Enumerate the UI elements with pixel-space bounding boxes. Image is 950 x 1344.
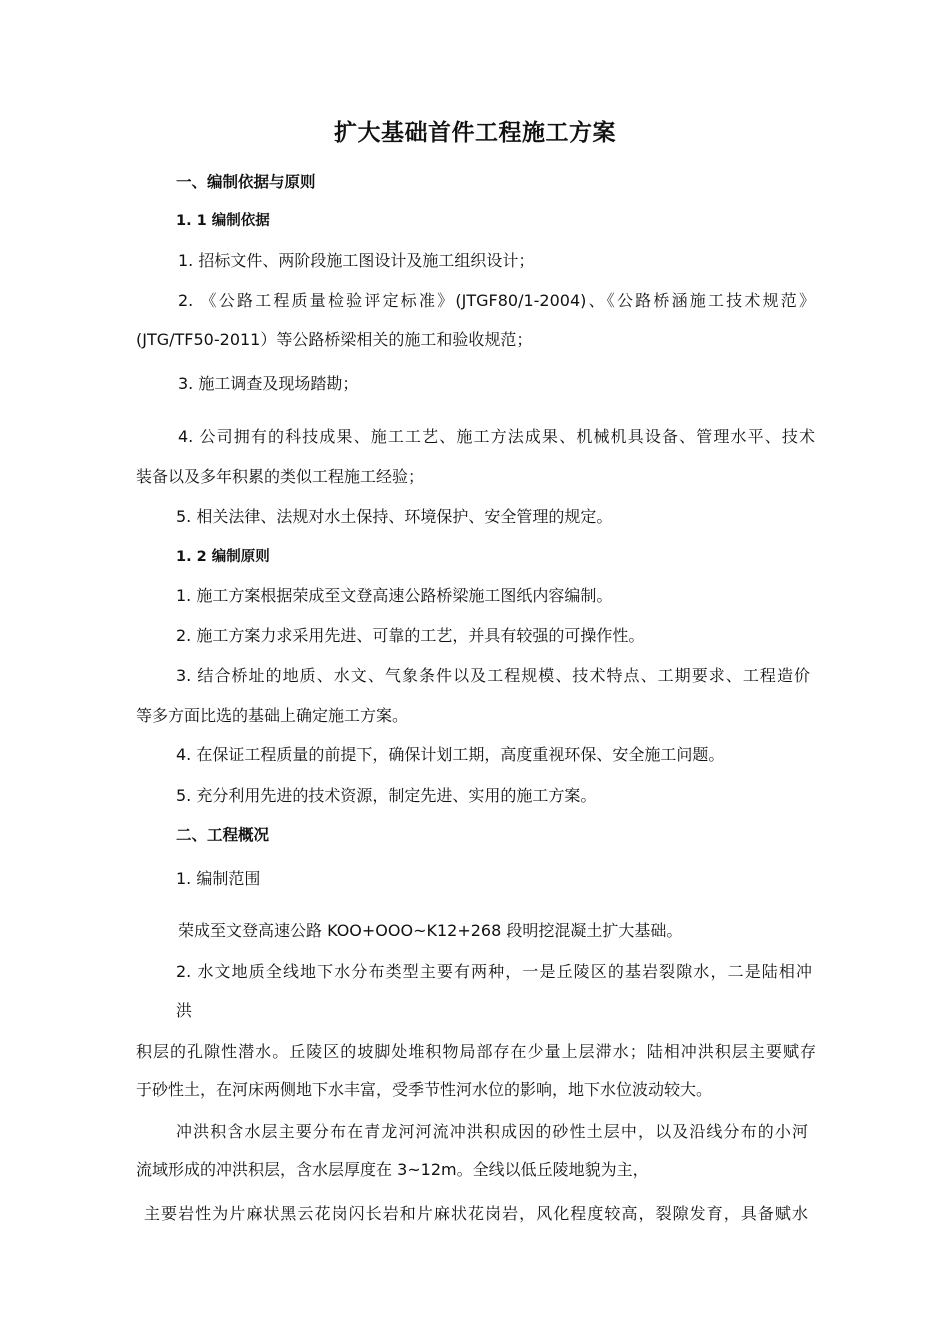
aquifer-paragraph-line1: 冲洪积含水层主要分布在青龙河河流冲洪积成因的砂性土层中，以及沿线分布的小河	[176, 1122, 808, 1141]
principle-item-1: 1. 施工方案根据荣成至文登高速公路桥梁施工图纸内容编制。	[176, 586, 613, 605]
principle-item-3-line2: 等多方面比选的基础上确定施工方案。	[136, 706, 409, 725]
aquifer-paragraph-line2: 流域形成的冲洪积层，含水层厚度在 3~12m。全线以低丘陵地貌为主，	[136, 1160, 649, 1179]
scope-text: 荣成至文登高速公路 KOO+OOO~K12+268 段明挖混凝土扩大基础。	[178, 921, 683, 940]
basis-item-3: 3. 施工调查及现场踏勘；	[178, 374, 359, 393]
hydro-paragraph-line1: 2. 水文地质全线地下水分布类型主要有两种，一是丘陵区的基岩裂隙水，二是陆相冲	[176, 962, 812, 981]
basis-item-2-line1: 2. 《公路工程质量检验评定标准》(JTGF80/1-2004)、《公路桥涵施工技术规范》	[178, 291, 815, 310]
basis-item-2-line2: (JTG/TF50-2011）等公路桥梁相关的施工和验收规范；	[136, 330, 533, 349]
basis-item-5: 5. 相关法律、法规对水土保持、环境保护、安全管理的规定。	[176, 507, 613, 526]
basis-item-4-line2: 装备以及多年积累的类似工程施工经验；	[136, 467, 425, 486]
hydro-paragraph-line3: 积层的孔隙性潜水。丘陵区的坡脚处堆积物局部存在少量上层滞水；陆相冲洪积层主要赋存	[136, 1042, 816, 1061]
rock-paragraph-line1: 主要岩性为片麻状黑云花岗闪长岩和片麻状花岗岩，风化程度较高，裂隙发育，具备赋水	[144, 1204, 808, 1223]
hydro-paragraph-line4: 于砂性土，在河床两侧地下水丰富，受季节性河水位的影响，地下水位波动较大。	[136, 1080, 713, 1099]
basis-item-1: 1. 招标文件、两阶段施工图设计及施工组织设计；	[178, 251, 535, 270]
page-title: 扩大基础首件工程施工方案	[334, 120, 616, 146]
scope-label: 1. 编制范围	[176, 869, 261, 888]
basis-item-4-line1: 4. 公司拥有的科技成果、施工工艺、施工方法成果、机械机具设备、管理水平、技术	[178, 427, 815, 446]
principle-item-5: 5. 充分利用先进的技术资源，制定先进、实用的施工方案。	[176, 786, 597, 805]
subsection-heading-principles: 1. 2 编制原则	[176, 549, 270, 565]
principle-item-4: 4. 在保证工程质量的前提下，确保计划工期，高度重视环保、安全施工问题。	[176, 745, 725, 764]
section-heading-project-overview: 二、工程概况	[176, 826, 270, 844]
principle-item-2: 2. 施工方案力求采用先进、可靠的工艺，并具有较强的可操作性。	[176, 626, 645, 645]
hydro-paragraph-line2: 洪	[176, 1001, 193, 1020]
subsection-heading-basis: 1. 1 编制依据	[176, 213, 270, 229]
principle-item-3-line1: 3. 结合桥址的地质、水文、气象条件以及工程规模、技术特点、工期要求、工程造价	[176, 666, 810, 685]
section-heading-basis-principles: 一、编制依据与原则	[176, 173, 316, 191]
